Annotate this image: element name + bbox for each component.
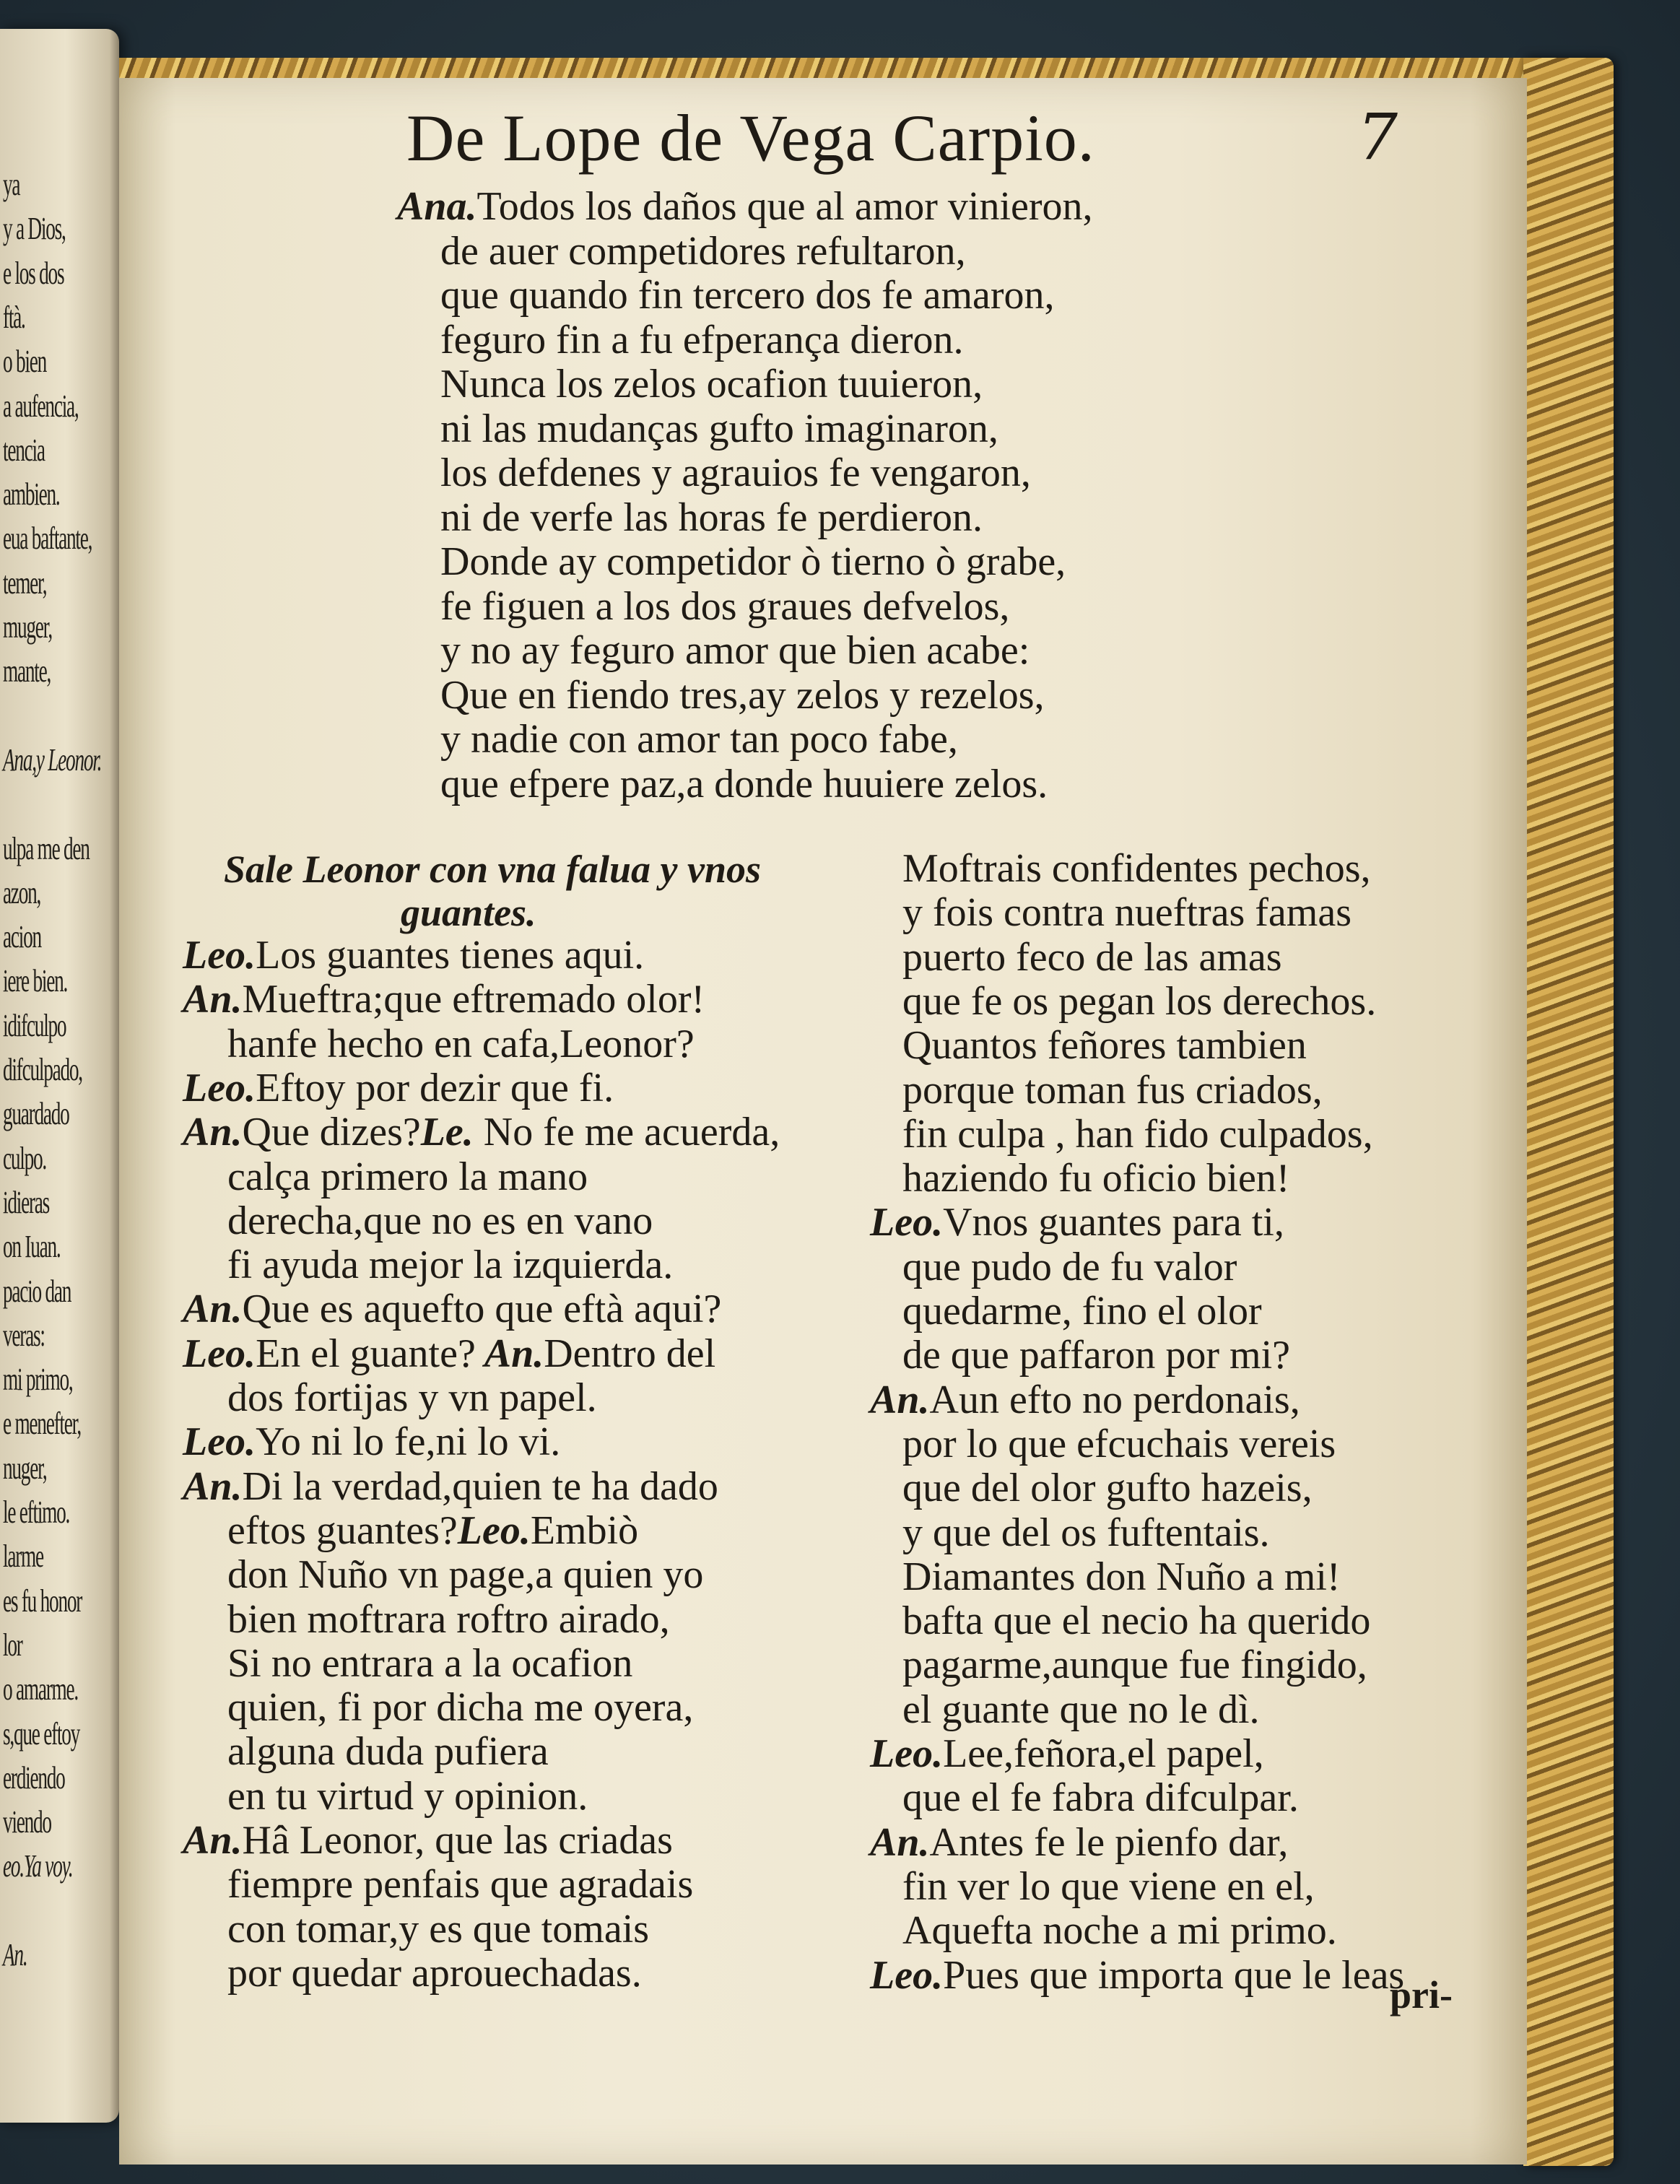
verse-line [183,1287,722,1332]
left-page-fragment: ulpa me den [3,830,90,866]
left-page-fragment: e los dos [3,255,64,291]
verse-line [440,317,964,362]
verse-line [227,1640,633,1686]
verse-line [902,1689,1260,1730]
verse-line [227,1552,704,1598]
verse-text: Mueftra;que eftremado olor! [242,977,705,1022]
left-page-fragment: tencia [3,432,45,468]
verse-line [397,186,1093,227]
verse-text: de auer competidores refultaron, [440,228,966,274]
left-page-fragment: ambien. [3,477,60,513]
verse-text: fe figuen a los dos graues defvelos, [440,583,1010,629]
left-page-fragment: culpo. [3,1140,46,1176]
verse-text: don Nuño vn page,a quien yo [227,1552,704,1598]
verse-line [870,1377,1300,1422]
verse-text: Que en fiendo tres,ay zelos y rezelos, [440,672,1045,718]
verse-line [902,978,1377,1024]
verse-text: quedarme, fino el olor [902,1289,1262,1334]
verse-line [440,672,1045,718]
left-page-fragment: muger, [3,609,52,645]
verse-line [227,1864,693,1905]
verse-line [870,1952,1405,1998]
verse-text: Que es aquefto que eftà aqui? [242,1287,722,1332]
left-page-fragment: pacio dan [3,1273,71,1309]
verse-line [227,1906,650,1952]
speaker-label: An. [183,1818,243,1863]
verse-text: Todos los daños que al amor vinieron, [476,184,1093,229]
verse-line [902,1421,1336,1466]
verse-text: pagarme,aunque fue fingido, [902,1643,1367,1688]
speaker-label: An. [870,1819,930,1865]
verse-text: Que dizes? [242,1110,421,1155]
left-page-fragment: eua baftante, [3,521,92,557]
left-page-fragment: s,que eftoy [3,1715,80,1752]
verse-text: calça primero la mano [227,1154,588,1199]
verse-line [440,761,1048,806]
verse-line [902,848,1370,889]
verse-text: Eftoy por dezir que fi. [256,1065,614,1110]
speaker-label: Le. [420,1110,474,1155]
verse-text: ni de verfe las horas fe perdieron. [440,495,983,540]
verse-line [440,719,958,760]
left-page-fragment: mi primo, [3,1362,73,1398]
verse-text: fi ayuda mejor la izquierda. [227,1243,674,1288]
verse-line [902,1067,1323,1113]
catchword: pri- [1390,1973,1453,2016]
verse-text: el guante que no le dì. [902,1687,1260,1732]
verse-line [183,1331,716,1376]
verse-text: Quantos feñores tambien [902,1023,1307,1069]
left-facing-page [0,29,119,2123]
book-page [119,78,1527,2165]
verse-text: y nadie con amor tan poco fabe, [440,717,958,762]
speaker-label: An. [475,1331,544,1376]
verse-text: feguro fin a fu efperança dieron. [440,317,964,362]
speaker-label: Leo. [870,1200,944,1245]
verse-text: Pues que importa que le leas [943,1952,1405,1998]
verse-text: puerto feco de las amas [902,934,1282,980]
verse-line [902,934,1282,980]
verse-line [440,630,1030,671]
left-page-fragment: eo.Ya voy. [3,1848,73,1884]
left-page-fragment: viendo [3,1804,51,1840]
verse-line [902,1244,1237,1289]
left-page-fragment: le eftimo. [3,1495,70,1530]
speaker-label: Leo. [870,1952,944,1998]
verse-text: Embiò [530,1508,639,1553]
verse-line [183,1419,561,1465]
speaker-label: Leo. [183,1419,256,1465]
left-page-fragment: temer, [3,565,47,601]
left-page-fragment: larme [3,1539,43,1575]
verse-line [870,1733,1264,1774]
left-page-fragment: iere bien. [3,963,68,999]
running-head: De Lope de Vega Carpio. [406,101,1095,175]
left-page-fragment: y a Dios, [3,211,66,247]
verse-line [902,1598,1371,1644]
verse-text: Di la verdad,quien te ha dado [242,1463,718,1509]
speaker-label: An. [870,1377,930,1422]
left-page-fragment: es fu honor [3,1583,82,1619]
verse-text: dos fortijas y vn papel. [227,1375,597,1420]
verse-text: porque toman fus criados, [902,1067,1323,1113]
left-page-fragment: azon, [3,874,41,910]
verse-text: los defdenes y agrauios fe vengaron, [440,451,1031,495]
verse-line [440,541,1066,582]
verse-text: ni las mudanças gufto imaginaron, [440,406,998,451]
verse-text: que del olor gufto hazeis, [902,1466,1313,1511]
verse-text: Donde ay competidor ò tierno ò grabe, [440,539,1066,584]
left-page-fragment: o amarme. [3,1671,78,1707]
speaker-label: An. [183,977,243,1022]
speaker-label: Ana. [397,184,477,229]
verse-text: derecha,que no es en vano [227,1198,653,1243]
verse-line [902,1908,1337,1954]
left-page-fragment: e menefter, [3,1406,81,1442]
verse-line [183,977,705,1022]
speaker-label: Leo. [870,1731,944,1776]
verse-text: Diamantes don Nuño a mi! [902,1554,1341,1599]
verse-text: Moftrais confidentes pechos, [902,846,1371,891]
verse-line [440,497,983,538]
left-page-fragment: erdiendo [3,1759,65,1796]
speaker-label: Leo. [183,933,256,978]
verse-text: Yo ni lo fe,ni lo vi. [256,1419,561,1465]
verse-line [902,1466,1313,1511]
gilt-fore-edge [1523,58,1614,2166]
verse-text: En el guante? [256,1331,476,1376]
verse-text: que efpere paz,a donde huuiere zelos. [440,761,1048,806]
stage-direction-line-2: guantes. [401,891,536,934]
verse-line [227,1729,549,1775]
verse-text: Lee,feñora,el papel, [943,1731,1264,1776]
left-page-fragment: idieras [3,1184,50,1220]
verse-text: No fe me acuerda, [473,1110,780,1155]
verse-line [183,933,645,978]
verse-line [902,1775,1299,1821]
verse-text: que quando fin tercero dos fe amaron, [440,273,1055,318]
verse-text: que pudo de fu valor [902,1244,1237,1289]
verse-line [902,1510,1270,1555]
verse-text: que fe os pegan los derechos. [902,978,1377,1024]
left-page-fragment: Ana,y Leonor. [3,741,102,778]
left-page-fragment: mante, [3,653,51,689]
verse-line [440,228,966,274]
verse-line [870,1202,1284,1243]
stage-direction-line-1: Sale Leonor con vna falua y vnos [224,848,762,891]
verse-text: Aun efto no perdonais, [929,1377,1300,1422]
verse-text: quien, fi por dicha me oyera, [227,1685,694,1731]
left-page-fragment: An. [3,1937,27,1972]
left-page-fragment: on Iuan. [3,1229,61,1265]
page-number: 7 [1357,100,1398,174]
verse-line [902,1333,1290,1378]
verse-text: Los guantes tienes aqui. [256,933,645,978]
verse-line [902,1156,1290,1201]
verse-line [183,1110,780,1155]
verse-line [440,453,1031,493]
verse-text: Antes fe le pienfo dar, [929,1819,1289,1865]
verse-text: fin culpa , han fido culpados, [902,1111,1373,1157]
verse-line [227,1154,588,1199]
speaker-label: An. [183,1463,243,1509]
verse-line [902,1643,1367,1688]
verse-text: Si no entrara a la ocafion [227,1640,633,1686]
verse-text: que el fe fabra difculpar. [902,1775,1299,1821]
verse-text: y fois contra nueftras famas [902,890,1352,936]
left-page-fragment: nuger, [3,1450,47,1486]
verse-line [902,1289,1262,1334]
verse-text: alguna duda pufiera [227,1729,549,1775]
verse-line [440,583,1010,629]
verse-line [227,1596,670,1642]
verse-text: Aquefta noche a mi primo. [902,1908,1337,1954]
verse-line [440,406,998,451]
speaker-label: An. [183,1287,243,1332]
left-page-fragment: o bien [3,344,46,380]
left-page-fragment: veras: [3,1317,45,1353]
speaker-label: Leo. [183,1331,256,1376]
left-page-fragment: ftà. [3,299,25,335]
verse-text: Vnos guantes para ti, [943,1200,1284,1245]
verse-line [183,1065,614,1110]
left-page-fragment: difculpado, [3,1052,82,1087]
verse-line [440,275,1055,316]
verse-line [902,1023,1307,1069]
verse-line [227,1685,694,1731]
verse-line [440,364,983,404]
left-page-fragment: a aufencia, [3,388,79,424]
verse-text: fiempre penfais que agradais [227,1862,694,1907]
left-page-fragment: idifculpo [3,1007,66,1043]
verse-text: y que del os fuftentais. [902,1510,1270,1555]
verse-line [870,1819,1289,1865]
left-page-fragment: lor [3,1627,22,1663]
verse-line [227,1021,695,1066]
speaker-label: Leo. [457,1508,531,1553]
verse-text: eftos guantes? [227,1508,458,1553]
verse-text: Hâ Leonor, que las criadas [242,1818,673,1863]
verse-line [227,1510,638,1551]
verse-line [227,1375,597,1420]
verse-line [902,1863,1315,1909]
verse-text: haziendo fu oficio bien! [902,1156,1290,1201]
speaker-label: Leo. [183,1065,256,1110]
verse-line [227,1950,642,1996]
speaker-label: An. [183,1110,243,1155]
verse-text: hanfe hecho en cafa,Leonor? [227,1021,695,1066]
verse-text: y no ay feguro amor que bien acabe: [440,628,1030,673]
verse-text: Nunca los zelos ocafion tuuieron, [440,362,983,406]
verse-text: con tomar,y es que tomais [227,1906,650,1952]
verse-text: fin ver lo que viene en el, [902,1863,1315,1909]
verse-text: por lo que efcuchais vereis [902,1421,1336,1466]
verse-line [227,1243,674,1288]
left-page-fragment: acion [3,919,41,955]
verse-line [902,890,1352,936]
verse-text: Dentro del [544,1331,716,1376]
verse-line [902,1554,1341,1599]
verse-text: de que paffaron por mi? [902,1333,1290,1378]
verse-line [183,1820,673,1861]
verse-line [902,1111,1373,1157]
verse-line [227,1198,653,1243]
verse-line [183,1463,718,1509]
verse-text: bafta que el necio ha querido [902,1598,1371,1644]
left-page-fragment: guardado [3,1096,69,1132]
verse-text: por quedar aprouechadas. [227,1950,642,1996]
verse-line [227,1773,588,1819]
verse-text: en tu virtud y opinion. [227,1773,588,1819]
left-page-fragment: ya [3,167,20,202]
verse-text: bien moftrara roftro airado, [227,1596,670,1642]
